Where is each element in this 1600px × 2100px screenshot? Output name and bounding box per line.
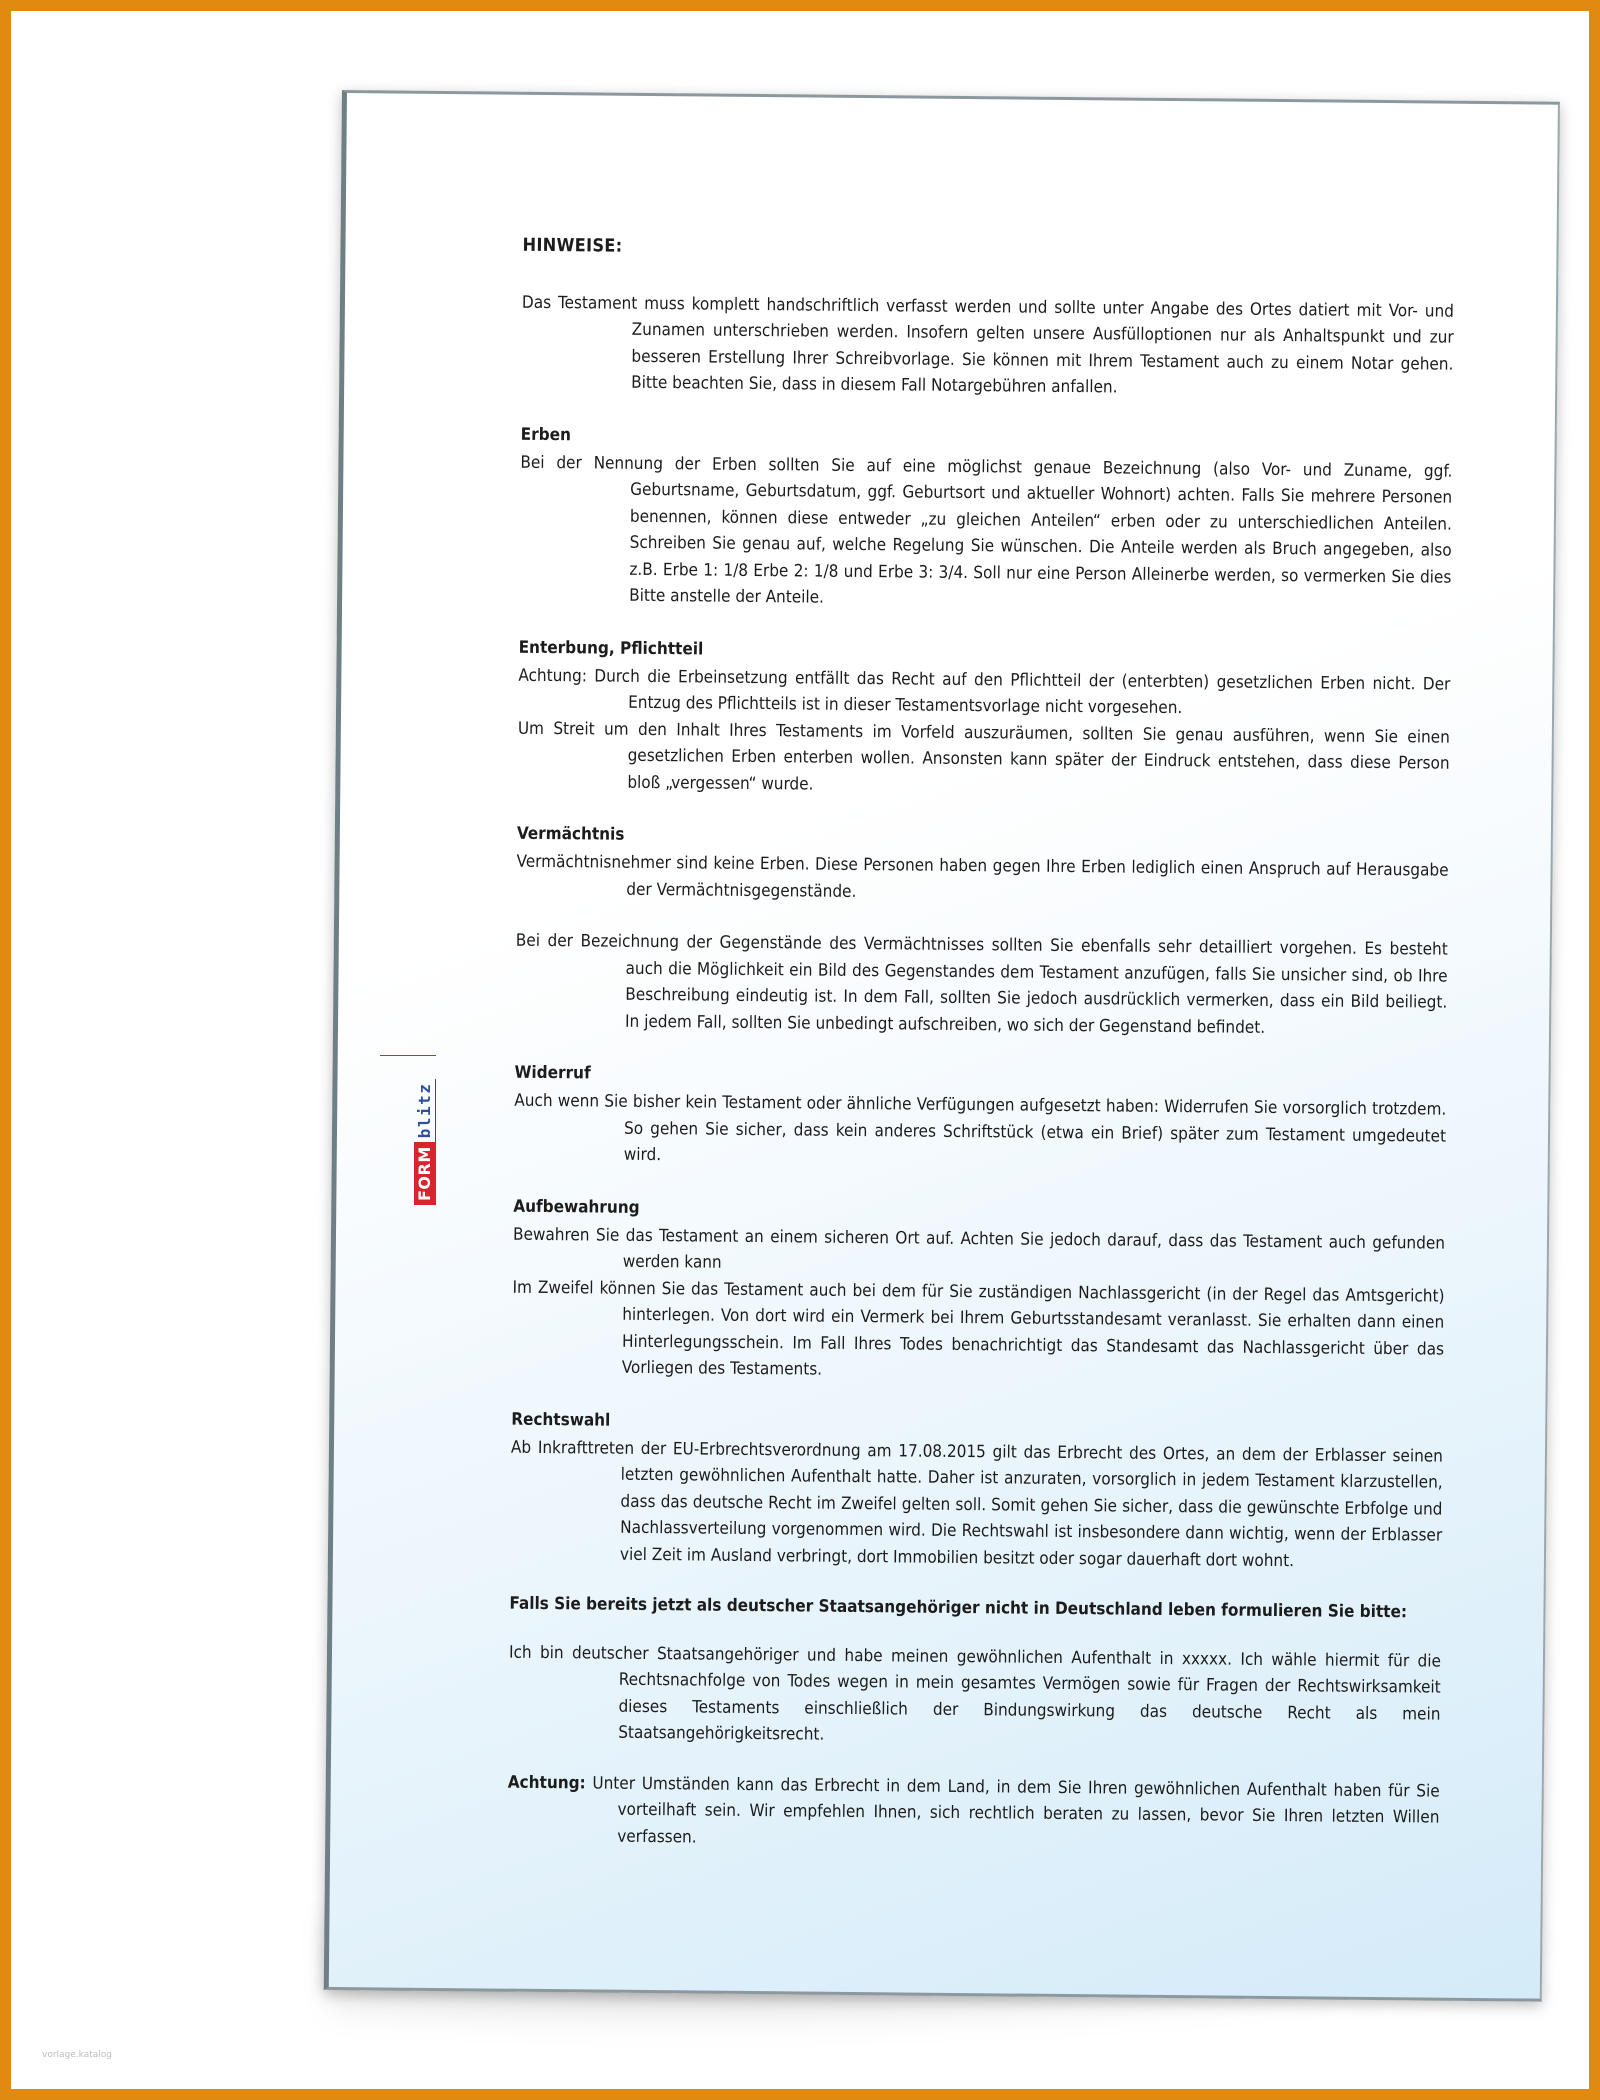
document-heading: HINWEISE: [522, 234, 623, 257]
section-paragraph: Bei der Nennung der Erben sollten Sie auf eine möglichst genaue Bezeichnung (also Vor- und Zuname, ggf. Geburtsname, Geburtsdatum, ggf. Geburtsort und aktueller Wohnort) achten. Falls Sie mehrere Personen benennen, können diese entweder „zu gleichen Anteilen“ erben oder zu unterschiedlichen Anteilen. Schreiben Sie genau auf, welche Regelung Sie wünschen. Die Anteile werden als Bruch angegeben, also z.B. Erbe 1: 1/8 Erbe 2: 1/8 und Erbe 3: 3/4. Soll nur eine Person Alleinerbe werden, so vermerken Sie dies Bitte anstelle der Anteile. [520, 452, 1453, 608]
section-title: Vermächtnis [516, 823, 625, 845]
section-paragraph: Vermächtnisnehmer sind keine Erben. Diese Personen haben gegen Ihre Erben lediglich einen Anspruch auf Herausgabe der Vermächtnisgegenstände. [516, 851, 1449, 902]
falls-paragraph: Ich bin deutscher Staatsangehöriger und habe meinen gewöhnlichen Aufenthalt in xxxxx. Ich wähle hiermit für die Rechtsnachfolge von Todes wegen in mein gesamtes Vermögen sowie für Fragen der Rechtswirksamkeit dieses Testaments einschließlich der Bindungswirkung das deutsche Recht als mein Staatsangehörigkeitsrecht. [508, 1642, 1442, 1745]
section-enterbung-pflichtteil [517, 632, 1451, 803]
section-paragraph: Bewahren Sie das Testament an einem sicheren Ort auf. Achten Sie jedoch darauf, dass das Testament auch gefunden werden kann [512, 1224, 1446, 1273]
section-rechtswahl [510, 1404, 1444, 1575]
intro-paragraph: Das Testament muss komplett handschriftlich verfasst werden und sollte unter Angabe des Ortes datiert mit Vor- und Zunamen unterschrieben werden. Insofern gelten unsere Ausfülloptionen nur als Anhaltspunkt und zur besseren Erstellung Ihrer Schreibvorlage. Sie können mit Ihrem Testament auch zu einem Notar gehen. Bitte beachten Sie, dass in diesem Fall Notargebühren anfallen. [521, 292, 1455, 398]
section-paragraph: Um Streit um den Inhalt Ihres Testaments im Vorfeld auszuräumen, sollten Sie genau ausführen, wenn Sie einen gesetzlichen Erben enterben wollen. Ansonsten kann später der Eindruck entstehen, dass diese Person bloß „vergessen“ wurde. [517, 718, 1450, 795]
achtung-paragraph [507, 1769, 1440, 1857]
watermark: vorlage.katalog [42, 2050, 112, 2060]
section-title: Widerruf [514, 1062, 591, 1084]
achtung-text: Unter Umständen kann das Erbrecht in dem Land, in dem Sie Ihren gewöhnlichen Aufenthalt haben für Sie vorteilhaft sein. Wir empfehlen Ihnen, sich rechtlich beraten zu lassen, bevor Sie Ihren letzten Willen verfassen. [592, 1772, 1440, 1847]
section-aufbewahrung [512, 1191, 1446, 1389]
section-title: Enterbung, Pflichtteil [518, 637, 704, 659]
section-vermächtnis [515, 819, 1449, 1043]
section-erben [519, 419, 1453, 617]
section-paragraph: Achtung: Durch die Erbeinsetzung entfällt das Recht auf den Pflichtteil der (enterbten) gesetzlichen Erben nicht. Der Entzug des Pflichtteils ist in dieser Testamentsvorlage nicht vorgesehen. [518, 665, 1451, 719]
achtung-label: Achtung: [507, 1772, 586, 1793]
section-title: Rechtswahl [511, 1409, 611, 1431]
section-paragraph: Im Zweifel können Sie das Testament auch bei dem für Sie zuständigen Nachlassgericht (in der Regel das Amtsgericht) hinterlegen. Von dort wird ein Vermerk bei Ihrem Geburtsstandesamt veranlasst. Sie erhalten dann einen Hinterlegungsschein. Im Fall Ihres Todes benachrichtigt das Standesamt das Nachlassgericht über das Vorliegen des Testaments. [512, 1277, 1445, 1380]
formblitz-logo [414, 1055, 436, 1205]
logo-form-text: FORM [414, 1142, 436, 1205]
document-page [324, 90, 1560, 2002]
section-paragraph: Ab Inkrafttreten der EU-Erbrechtsverordnung am 17.08.2015 gilt das Erbrecht des Ortes, an dem der Erblasser seinen letzten gewöhnlichen Aufenthalt hatte. Daher ist anzuraten, vorsorglich in jedem Testament klarzustellen, dass das deutsche Recht im Zweifel gelten soll. Somit gehen Sie sicher, dass die gewünschte Erbfolge und Nachlassverteilung vorgenommen wird. Die Rechtswahl ist insbesondere dann wichtig, wenn der Erblasser viel Zeit im Ausland verbringt, dort Immobilien besitzt oder sogar dauerhaft dort wohnt. [510, 1437, 1444, 1571]
section-title: Erben [520, 424, 572, 445]
falls-heading: Falls Sie bereits jetzt als deutscher Staatsangehöriger nicht in Deutschland leben formulieren Sie bitte: [509, 1593, 1408, 1623]
document-content [507, 233, 1454, 1858]
section-paragraph: Auch wenn Sie bisher kein Testament oder ähnliche Verfügungen aufgesetzt haben: Widerrufen Sie vorsorglich trotzdem. So gehen Sie sicher, dass kein anderes Schriftstück (etwa ein Brief) später zum Testament umgedeutet wird. [514, 1090, 1447, 1166]
section-title: Aufbewahrung [513, 1196, 640, 1218]
section-widerruf [514, 1058, 1447, 1176]
sections-container [510, 419, 1453, 1575]
section-paragraph: Bei der Bezeichnung der Gegenstände des Vermächtnisses sollten Sie ebenfalls sehr detailliert vorgehen. Es besteht auch die Möglichkeit ein Bild des Gegenstandes dem Testament anzufügen, falls Sie unsicher sind, ob Ihre Beschreibung eindeutig ist. In dem Fall, sollten Sie jedoch ausdrücklich vermerken, dass ein Bild beiliegt. In jedem Fall, sollten Sie unbedingt aufschreiben, wo sich der Gegenstand befindet. [515, 930, 1448, 1038]
logo-blitz-text: blitz [415, 1079, 436, 1143]
